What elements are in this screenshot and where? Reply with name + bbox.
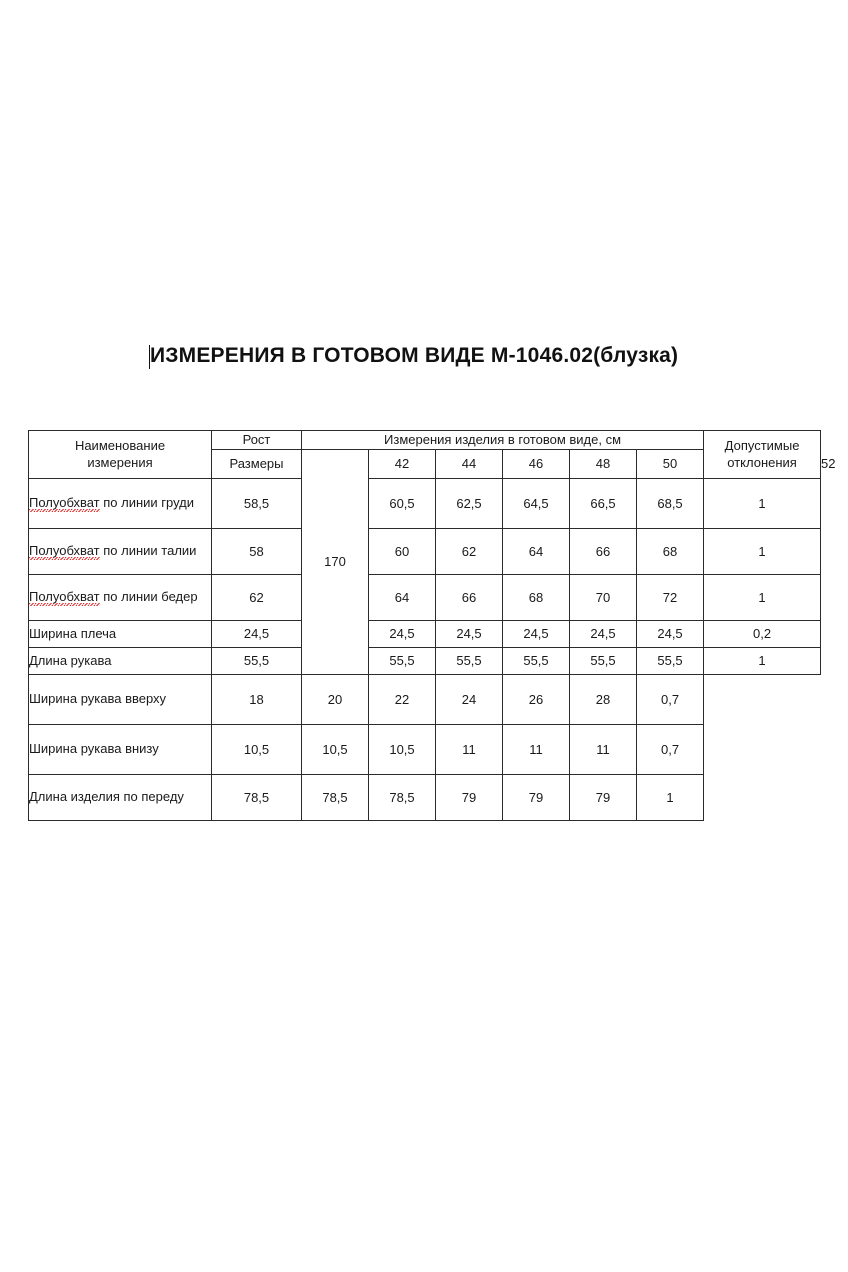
cell-6-0: 10,5 — [212, 724, 302, 774]
header-measurement-name-line2: измерения — [87, 455, 153, 471]
row-label-4 — [29, 647, 212, 674]
sizes-label: Размеры — [212, 449, 302, 478]
row-label-4-rest: Длина рукава — [29, 652, 112, 668]
deviation-1: 1 — [704, 528, 821, 574]
cell-3-4: 24,5 — [570, 620, 637, 647]
table-row — [29, 620, 821, 647]
header-deviation-line2: отклонения — [727, 455, 797, 471]
cell-5-0: 18 — [212, 674, 302, 724]
row-label-6-rest: Ширина рукава внизу — [29, 741, 159, 757]
deviation-3: 0,2 — [704, 620, 821, 647]
size-header-0: 42 — [369, 449, 436, 478]
cell-5-2: 22 — [369, 674, 436, 724]
page-title: ИЗМЕРЕНИЯ В ГОТОВОМ ВИДЕ М-1046.02(блузка) — [150, 344, 679, 367]
deviation-6: 0,7 — [637, 724, 704, 774]
cell-7-1: 78,5 — [302, 774, 369, 820]
cell-5-4: 26 — [503, 674, 570, 724]
cell-4-1: 55,5 — [369, 647, 436, 674]
size-header-4: 50 — [637, 449, 704, 478]
cell-0-0: 58,5 — [212, 478, 302, 528]
row-label-0-highlight: Полуобхват — [29, 495, 100, 514]
cell-5-1: 20 — [302, 674, 369, 724]
cell-6-5: 11 — [570, 724, 637, 774]
cell-4-2: 55,5 — [436, 647, 503, 674]
deviation-4: 1 — [704, 647, 821, 674]
cell-3-3: 24,5 — [503, 620, 570, 647]
header-height: Рост — [212, 431, 302, 450]
cell-7-3: 79 — [436, 774, 503, 820]
deviation-7: 1 — [637, 774, 704, 820]
size-header-2: 46 — [503, 449, 570, 478]
cell-7-5: 79 — [570, 774, 637, 820]
cell-0-5: 68,5 — [637, 478, 704, 528]
cell-4-0: 55,5 — [212, 647, 302, 674]
header-measurements: Измерения изделия в готовом виде, см — [302, 431, 704, 450]
row-label-6 — [29, 724, 212, 774]
table-row — [29, 528, 821, 574]
row-label-7 — [29, 774, 212, 820]
table-row — [29, 724, 821, 774]
deviation-0: 1 — [704, 478, 821, 528]
size-header-3: 48 — [570, 449, 637, 478]
row-label-5 — [29, 674, 212, 724]
cell-0-2: 62,5 — [436, 478, 503, 528]
header-measurement-name — [29, 431, 212, 479]
cell-6-1: 10,5 — [302, 724, 369, 774]
cell-2-5: 72 — [637, 574, 704, 620]
header-measurement-name-line1: Наименование — [74, 437, 166, 453]
cell-3-5: 24,5 — [637, 620, 704, 647]
cell-7-4: 79 — [503, 774, 570, 820]
row-label-2 — [29, 574, 212, 620]
measurements-table — [28, 430, 836, 821]
row-label-1 — [29, 528, 212, 574]
table-row — [29, 674, 821, 724]
table-row — [29, 478, 821, 528]
cell-3-1: 24,5 — [369, 620, 436, 647]
cell-5-3: 24 — [436, 674, 503, 724]
cell-3-0: 24,5 — [212, 620, 302, 647]
cell-0-3: 64,5 — [503, 478, 570, 528]
cell-3-2: 24,5 — [436, 620, 503, 647]
row-label-0 — [29, 478, 212, 528]
cell-1-0: 58 — [212, 528, 302, 574]
row-label-3 — [29, 620, 212, 647]
row-label-3-rest: Ширина плеча — [29, 625, 117, 641]
row-label-2-highlight: Полуобхват — [29, 589, 100, 608]
table-row — [29, 774, 821, 820]
cell-2-3: 68 — [503, 574, 570, 620]
cell-0-4: 66,5 — [570, 478, 637, 528]
cell-4-4: 55,5 — [570, 647, 637, 674]
cell-7-0: 78,5 — [212, 774, 302, 820]
deviation-2: 1 — [704, 574, 821, 620]
row-label-2-rest: по линии бедер — [99, 589, 198, 605]
cell-2-0: 62 — [212, 574, 302, 620]
cell-6-4: 11 — [503, 724, 570, 774]
table-row — [29, 574, 821, 620]
cell-2-2: 66 — [436, 574, 503, 620]
cell-2-4: 70 — [570, 574, 637, 620]
cell-1-1: 60 — [369, 528, 436, 574]
cell-0-1: 60,5 — [369, 478, 436, 528]
cell-4-3: 55,5 — [503, 647, 570, 674]
header-deviation — [704, 431, 821, 479]
row-label-1-rest: по линии талии — [99, 543, 197, 559]
height-value-cell: 170 — [302, 449, 369, 674]
cell-7-2: 78,5 — [369, 774, 436, 820]
cell-4-5: 55,5 — [637, 647, 704, 674]
cell-5-5: 28 — [570, 674, 637, 724]
row-label-1-highlight: Полуобхват — [29, 543, 100, 562]
size-header-1: 44 — [436, 449, 503, 478]
header-deviation-line1: Допустимые — [724, 437, 800, 453]
deviation-5: 0,7 — [637, 674, 704, 724]
table-sizes-row: Размеры 170 42 44 46 48 50 52 — [29, 449, 821, 478]
cell-1-3: 64 — [503, 528, 570, 574]
table-header-row — [29, 431, 821, 450]
cell-2-1: 64 — [369, 574, 436, 620]
row-label-5-rest: Ширина рукава вверху — [29, 691, 167, 707]
table-row — [29, 647, 821, 674]
cell-1-5: 68 — [637, 528, 704, 574]
row-label-7-rest: Длина изделия по переду — [29, 789, 184, 805]
cell-6-2: 10,5 — [369, 724, 436, 774]
cell-1-2: 62 — [436, 528, 503, 574]
cell-1-4: 66 — [570, 528, 637, 574]
cell-6-3: 11 — [436, 724, 503, 774]
row-label-0-rest: по линии груди — [99, 495, 195, 511]
